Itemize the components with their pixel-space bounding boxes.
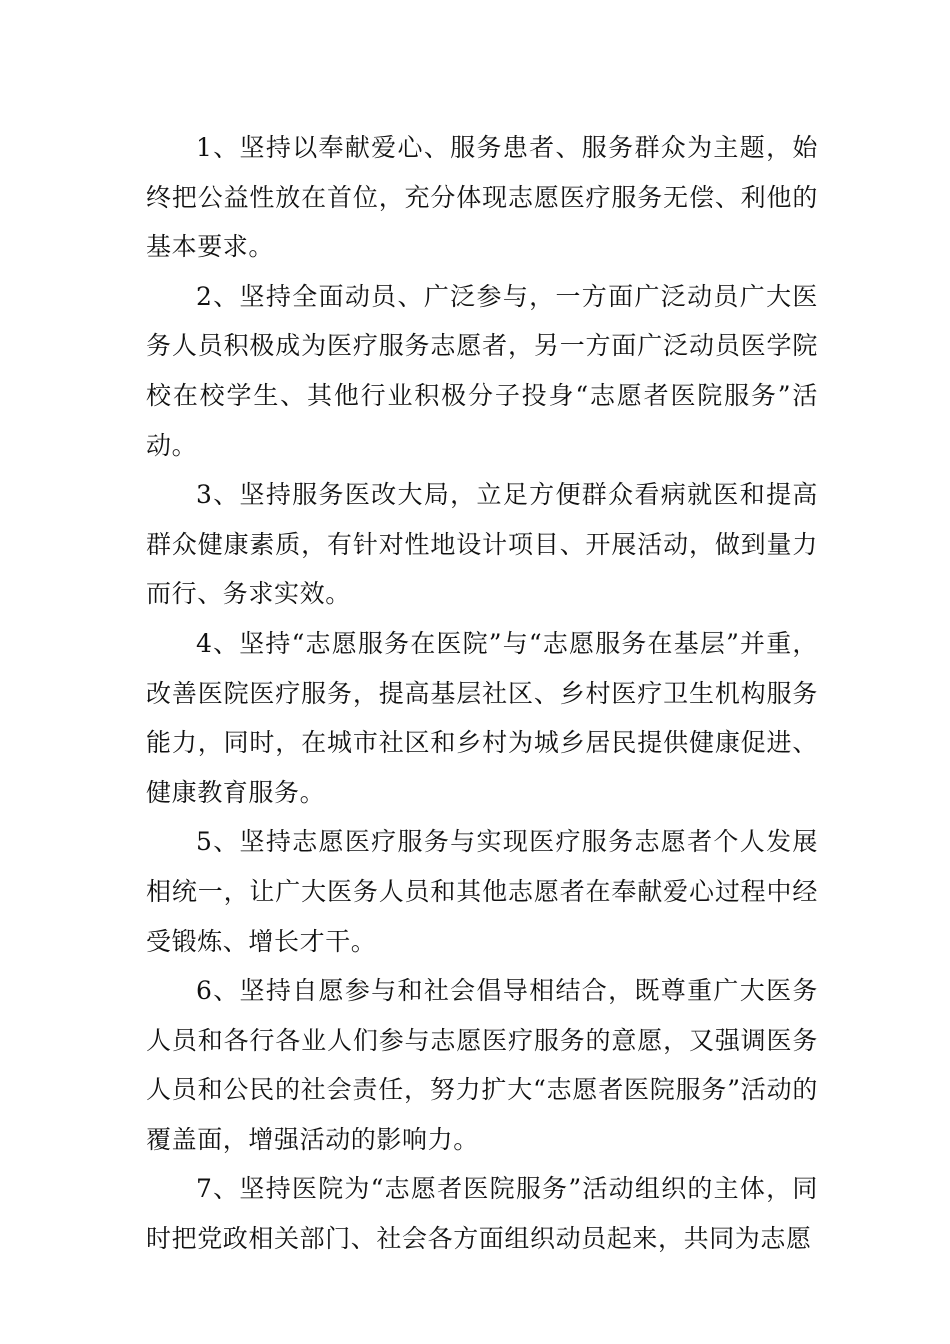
principle-paragraph-7: 7、坚持医院为“志愿者医院服务”活动组织的主体，同时把党政相关部门、社会各方面组织动员起来，共同为志愿 (146, 1174, 818, 1254)
principle-paragraph-6: 6、坚持自愿参与和社会倡导相结合，既尊重广大医务人员和各行各业人们参与志愿医疗服务的意愿，又强调医务人员和公民的社会责任，努力扩大“志愿者医院服务”活动的覆盖面，增强活动的影响力。 (146, 976, 818, 1154)
document-body (146, 123, 818, 1264)
principle-paragraph-1: 1、坚持以奉献爱心、服务患者、服务群众为主题，始终把公益性放在首位，充分体现志愿医疗服务无偿、利他的基本要求。 (146, 133, 818, 262)
principle-paragraph-4: 4、坚持“志愿服务在医院”与“志愿服务在基层”并重，改善医院医疗服务，提高基层社区、乡村医疗卫生机构服务能力，同时，在城市社区和乡村为城乡居民提供健康促进、健康教育服务。 (146, 628, 818, 807)
principle-paragraph-3: 3、坚持服务医改大局，立足方便群众看病就医和提高群众健康素质，有针对性地设计项目、开展活动，做到量力而行、务求实效。 (146, 480, 818, 609)
principle-paragraph-5: 5、坚持志愿医疗服务与实现医疗服务志愿者个人发展相统一，让广大医务人员和其他志愿者在奉献爱心过程中经受锻炼、增长才干。 (146, 827, 818, 956)
principle-paragraph-2: 2、坚持全面动员、广泛参与，一方面广泛动员广大医务人员积极成为医疗服务志愿者，另一方面广泛动员医学院校在校学生、其他行业积极分子投身“志愿者医院服务”活动。 (146, 281, 818, 460)
